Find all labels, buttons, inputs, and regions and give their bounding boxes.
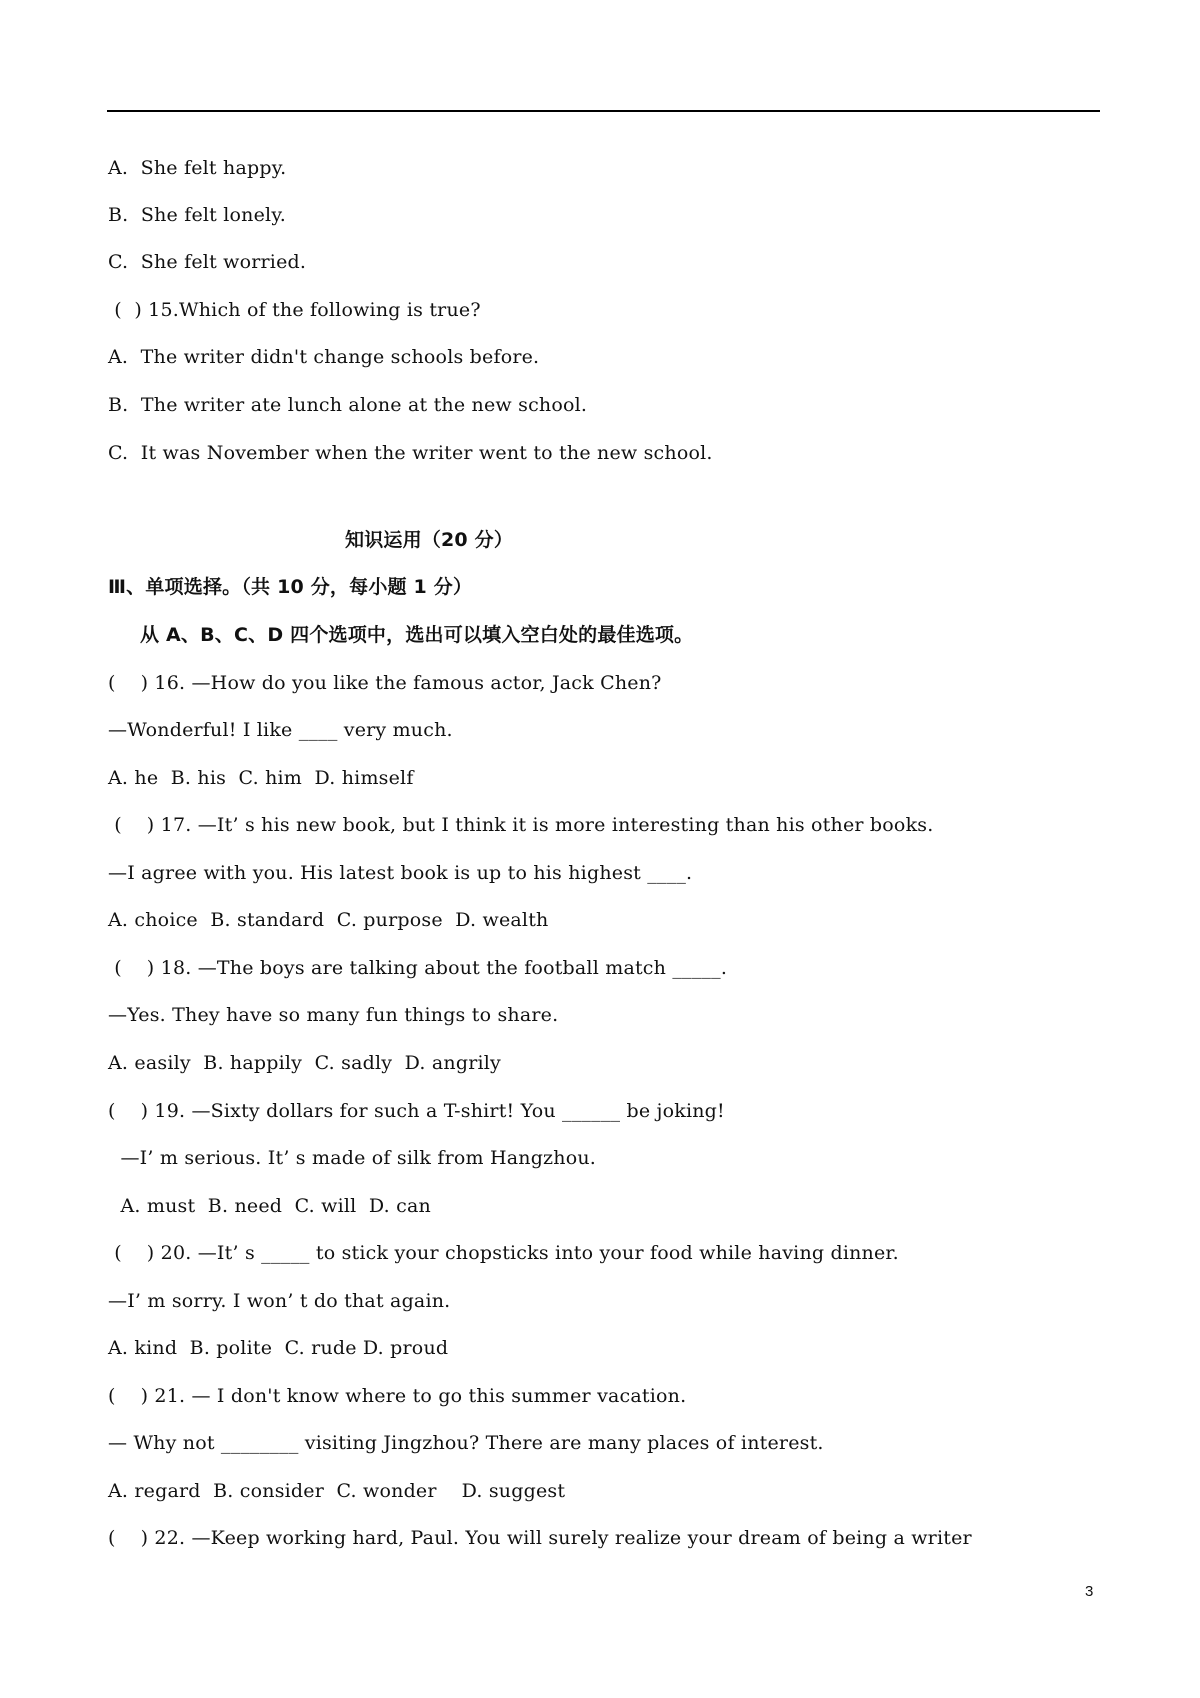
question-16: ( ) 16. —How do you like the famous actor, Jack Chen?: [108, 672, 662, 694]
option-15b: B. The writer ate lunch alone at the new school.: [108, 394, 588, 416]
question-19-reply: —I’ m serious. It’ s made of silk from Hangzhou.: [108, 1147, 597, 1169]
question-19-options: A. must B. need C. will D. can: [108, 1195, 431, 1217]
question-19: ( ) 19. —Sixty dollars for such a T-shirt! You ______ be joking!: [108, 1100, 725, 1122]
option-14a: A. She felt happy.: [108, 157, 287, 179]
option-14b: B. She felt lonely.: [108, 204, 286, 226]
question-18: ( ) 18. —The boys are talking about the football match _____.: [108, 957, 728, 979]
question-21-options: A. regard B. consider C. wonder D. suggest: [108, 1480, 566, 1502]
question-17-reply: —I agree with you. His latest book is up to his highest ____.: [108, 862, 693, 884]
page-number: 3: [1085, 1583, 1094, 1600]
question-20-options: A. kind B. polite C. rude D. proud: [108, 1337, 449, 1359]
option-14c: C. She felt worried.: [108, 251, 307, 273]
option-15a: A. The writer didn't change schools before.: [108, 346, 540, 368]
section-instructions: 从 A、B、C、D 四个选项中，选出可以填入空白处的最佳选项。: [140, 624, 694, 646]
question-22: ( ) 22. —Keep working hard, Paul. You will surely realize your dream of being a writer: [108, 1527, 972, 1549]
question-21: ( ) 21. — I don't know where to go this summer vacation.: [108, 1385, 687, 1407]
section-title: 知识运用（20 分）: [345, 529, 514, 551]
option-15c: C. It was November when the writer went to the new school.: [108, 442, 713, 464]
question-15: ( ) 15.Which of the following is true?: [108, 299, 481, 321]
question-18-options: A. easily B. happily C. sadly D. angrily: [108, 1052, 501, 1074]
question-21-reply: — Why not ________ visiting Jingzhou? There are many places of interest.: [108, 1432, 824, 1454]
header-rule: [107, 110, 1100, 112]
question-16-reply: —Wonderful! I like ____ very much.: [108, 719, 453, 741]
section-heading: Ⅲ、单项选择。（共 10 分，每小题 1 分）: [108, 576, 473, 598]
question-18-reply: —Yes. They have so many fun things to share.: [108, 1004, 559, 1026]
question-17-options: A. choice B. standard C. purpose D. wealth: [108, 909, 549, 931]
question-17: ( ) 17. —It’ s his new book, but I think it is more interesting than his other books.: [108, 814, 934, 836]
question-16-options: A. he B. his C. him D. himself: [108, 767, 414, 789]
question-20-reply: —I’ m sorry. I won’ t do that again.: [108, 1290, 451, 1312]
question-20: ( ) 20. —It’ s _____ to stick your chopsticks into your food while having dinner.: [108, 1242, 899, 1264]
